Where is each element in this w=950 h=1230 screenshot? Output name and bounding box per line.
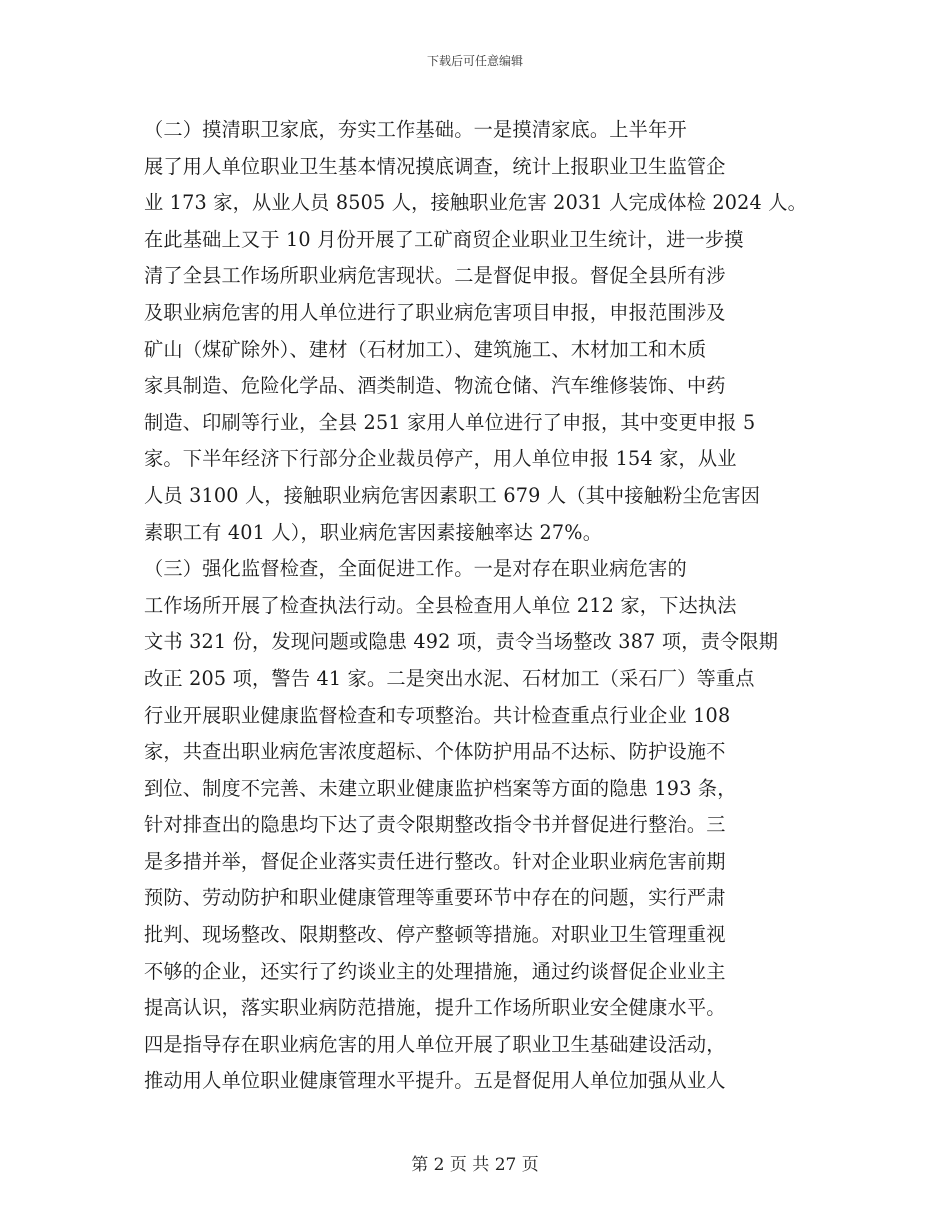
body-line: 家。下半年经济下行部分企业裁员停产，用人单位申报 154 家，从业 bbox=[144, 447, 737, 471]
body-line: 家，共查出职业病危害浓度超标、个体防护用品不达标、防护设施不 bbox=[144, 740, 726, 764]
body-line: 到位、制度不完善、未建立职业健康监护档案等方面的隐患 193 条， bbox=[144, 776, 737, 800]
header-text: 下载后可任意编辑 bbox=[426, 54, 523, 68]
body-line: 展了用人单位职业卫生基本情况摸底调查，统计上报职业卫生监管企 bbox=[144, 154, 726, 178]
body-line: 文书 321 份，发现问题或隐患 492 项，责令当场整改 387 项，责令限期 bbox=[144, 630, 779, 654]
body-line: 预防、劳动防护和职业健康管理等重要环节中存在的问题，实行严肃 bbox=[144, 886, 726, 910]
body-line: （二）摸清职卫家底，夯实工作基础。一是摸清家底。上半年开 bbox=[144, 118, 687, 141]
page-footer bbox=[0, 1154, 950, 1176]
body-line: 及职业病危害的用人单位进行了职业病危害项目申报，申报范围涉及 bbox=[144, 300, 726, 324]
body-line: 在此基础上又于 10 月份开展了工矿商贸企业职业卫生统计，进一步摸 bbox=[144, 227, 744, 251]
body-line: 改正 205 项，警告 41 家。二是突出水泥、石材加工（采石厂）等重点 bbox=[144, 666, 755, 690]
body-line: 提高认识，落实职业病防范措施，提升工作场所职业安全健康水平。 bbox=[144, 996, 726, 1020]
page-header bbox=[0, 53, 950, 69]
body-line: 推动用人单位职业健康管理水平提升。五是督促用人单位加强从业人 bbox=[144, 1069, 726, 1093]
document-body bbox=[144, 112, 814, 1100]
body-line: 人员 3100 人，接触职业病危害因素职工 679 人（其中接触粉尘危害因 bbox=[144, 483, 761, 507]
body-line: 工作场所开展了检查执法行动。全县检查用人单位 212 家，下达执法 bbox=[144, 593, 737, 617]
body-line: 行业开展职业健康监督检查和专项整治。共计检查重点行业企业 108 bbox=[144, 703, 731, 727]
body-line: 批判、现场整改、限期整改、停产整顿等措施。对职业卫生管理重视 bbox=[144, 923, 726, 947]
body-line: 制造、印刷等行业，全县 251 家用人单位进行了申报，其中变更申报 5 bbox=[144, 410, 756, 434]
body-line: 清了全县工作场所职业病危害现状。二是督促申报。督促全县所有涉 bbox=[144, 264, 726, 288]
body-line: 素职工有 401 人），职业病危害因素接触率达 27%。 bbox=[144, 520, 603, 544]
body-line: 不够的企业，还实行了约谈业主的处理措施，通过约谈督促企业业主 bbox=[144, 959, 726, 983]
body-line: （三）强化监督检查，全面促进工作。一是对存在职业病危害的 bbox=[144, 557, 687, 581]
body-line: 针对排查出的隐患均下达了责令限期整改指令书并督促进行整治。三 bbox=[144, 813, 726, 837]
page-number: 第 2 页 共 27 页 bbox=[411, 1155, 539, 1175]
body-line: 家具制造、危险化学品、酒类制造、物流仓储、汽车维修装饰、中药 bbox=[144, 374, 726, 398]
body-line: 业 173 家，从业人员 8505 人，接触职业危害 2031 人完成体检 2024 人。 bbox=[144, 191, 808, 215]
body-line: 四是指导存在职业病危害的用人单位开展了职业卫生基础建设活动， bbox=[144, 1032, 726, 1056]
body-line: 是多措并举，督促企业落实责任进行整改。针对企业职业病危害前期 bbox=[144, 849, 726, 873]
body-line: 矿山（煤矿除外）、建材（石材加工）、建筑施工、木材加工和木质 bbox=[144, 337, 707, 361]
